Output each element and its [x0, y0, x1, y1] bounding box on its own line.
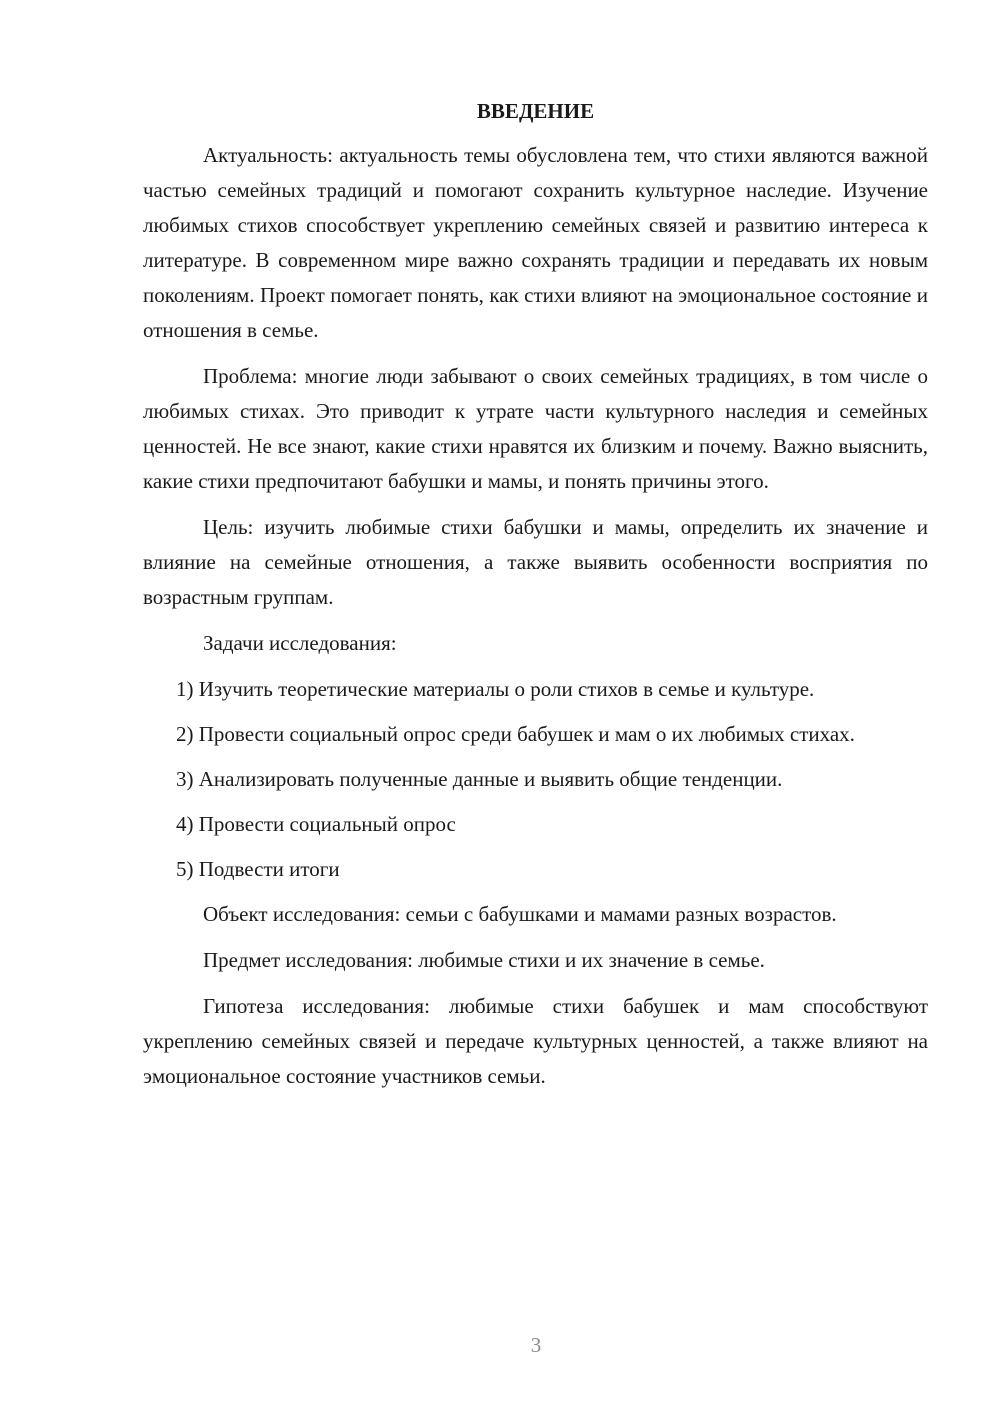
document-page: [143, 96, 928, 1105]
section-heading: ВВЕДЕНИЕ: [476, 99, 595, 123]
task-item-4: 4) Провести социальный опрос: [176, 812, 456, 836]
task-item-1: 1) Изучить теоретические материалы о роли стихов в семье и культуре.: [176, 677, 815, 701]
task-item-2: 2) Провести социальный опрос среди бабушек и мам о их любимых стихах.: [176, 722, 855, 746]
subject-paragraph: Предмет исследования: любимые стихи и их значение в семье.: [203, 948, 765, 972]
task-item-5: 5) Подвести итоги: [176, 857, 340, 881]
tasks-title: Задачи исследования:: [203, 631, 397, 655]
relevance-paragraph: Актуальность: актуальность темы обусловлена тем, что стихи являются важной частью семейных традиций и помогают сохранить культурное наследие. Изучение любимых стихов способствует укреплению семейных связей и развитию интереса к литературе. В современном мире важно сохранять традиции и передавать их новым поколениям. Проект помогает понять, как стихи влияют на эмоциональное состояние и отношения в семье.: [143, 143, 928, 342]
page-number: 3: [530, 1333, 542, 1357]
goal-paragraph: Цель: изучить любимые стихи бабушки и мамы, определить их значение и влияние на семейные отношения, а также выявить особенности восприятия по возрастным группам.: [143, 515, 928, 609]
hypothesis-paragraph: Гипотеза исследования: любимые стихи бабушек и мам способствуют укреплению семейных связей и передаче культурных ценностей, а также влияют на эмоциональное состояние участников семьи.: [143, 994, 928, 1088]
object-paragraph: Объект исследования: семьи с бабушками и мамами разных возрастов.: [203, 902, 837, 926]
task-item-3: 3) Анализировать полученные данные и выявить общие тенденции.: [176, 767, 783, 791]
problem-paragraph: Проблема: многие люди забывают о своих семейных традициях, в том числе о любимых стихах. Это приводит к утрате части культурного наследия и семейных ценностей. Не все знают, какие стихи нравятся их близким и почему. Важно выяснить, какие стихи предпочитают бабушки и мамы, и понять причины этого.: [143, 364, 928, 493]
